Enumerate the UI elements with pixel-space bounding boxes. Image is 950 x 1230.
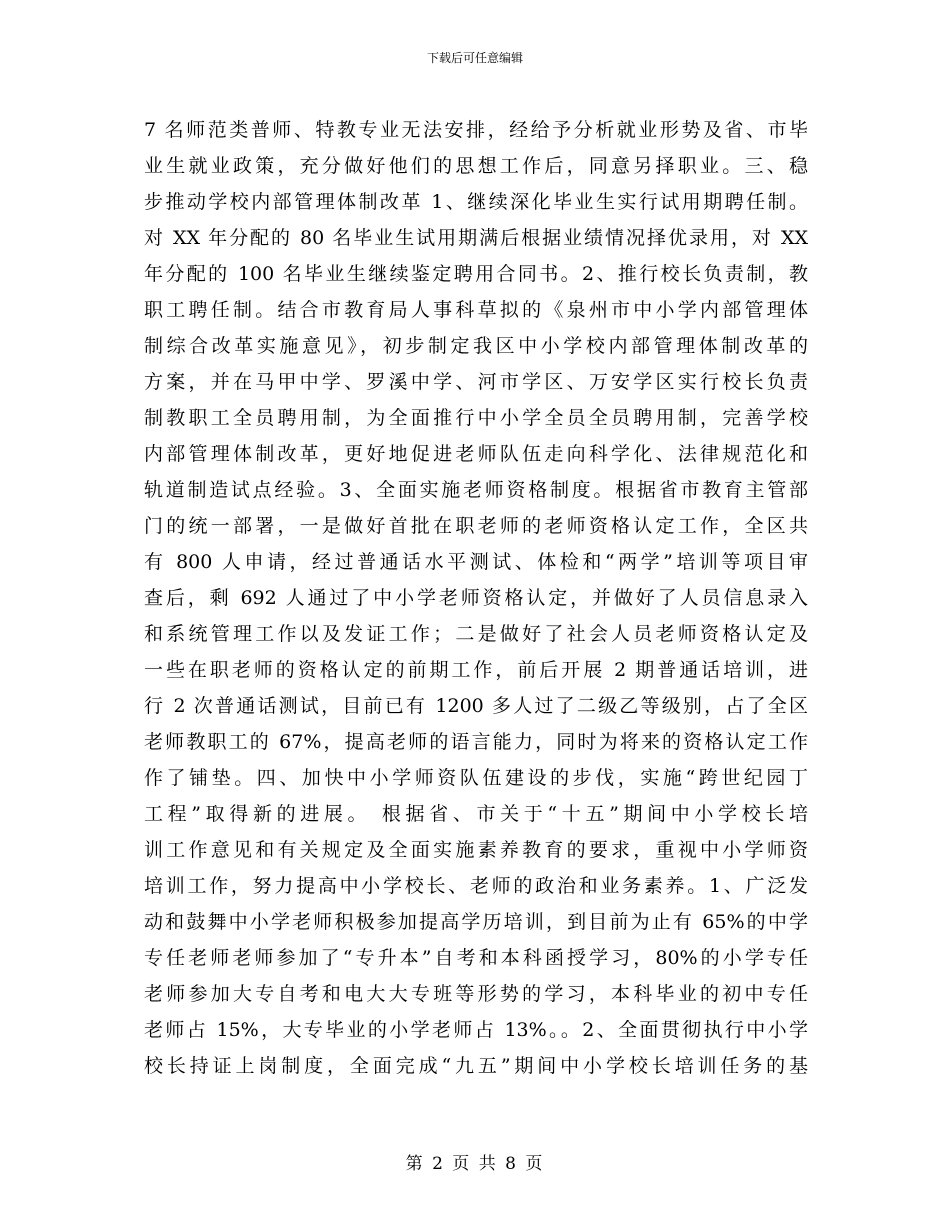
text-line: 步推动学校内部管理体制改革 1、继续深化毕业生实行试用期聘任制。 bbox=[144, 191, 808, 213]
text-line: 和系统管理工作以及发证工作；二是做好了社会人员老师资格认定及 bbox=[144, 623, 808, 645]
page-number: 第 2 页 共 8 页 bbox=[405, 1154, 545, 1174]
document-body bbox=[144, 112, 808, 1084]
text-line: 查后，剩 692 人通过了中小学老师资格认定，并做好了人员信息录入 bbox=[144, 587, 808, 609]
text-line: 行 2 次普通话测试，目前已有 1200 多人过了二级乙等级别，占了全区 bbox=[144, 695, 808, 717]
text-line: 老师教职工的 67%，提高老师的语言能力，同时为将来的资格认定工作 bbox=[144, 731, 808, 753]
text-line: 制综合改革实施意见》，初步制定我区中小学校内部管理体制改革的 bbox=[144, 335, 808, 357]
text-line: 7 名师范类普师、特教专业无法安排，经给予分析就业形势及省、市毕 bbox=[144, 119, 808, 141]
text-line: 内部管理体制改革，更好地促进老师队伍走向科学化、法律规范化和 bbox=[144, 443, 808, 465]
text-line: 动和鼓舞中小学老师积极参加提高学历培训，到目前为止有 65%的中学 bbox=[144, 911, 808, 933]
text-line: 一些在职老师的资格认定的前期工作，前后开展 2 期普通话培训，进 bbox=[144, 659, 808, 681]
text-line: 门的统一部署，一是做好首批在职老师的老师资格认定工作，全区共 bbox=[144, 515, 808, 537]
text-line: 年分配的 100 名毕业生继续鉴定聘用合同书。2、推行校长负责制，教 bbox=[144, 263, 808, 285]
text-line: 有 800 人申请，经过普通话水平测试、体检和“两学”培训等项目审 bbox=[144, 551, 808, 573]
text-line: 校长持证上岗制度，全面完成“九五”期间中小学校长培训任务的基 bbox=[144, 1055, 808, 1077]
text-line: 训工作意见和有关规定及全面实施素养教育的要求，重视中小学师资 bbox=[144, 839, 808, 861]
text-line: 专任老师老师参加了“专升本”自考和本科函授学习，80%的小学专任 bbox=[144, 947, 808, 969]
text-line: 方案，并在马甲中学、罗溪中学、河市学区、万安学区实行校长负责 bbox=[144, 371, 808, 393]
text-line: 制教职工全员聘用制，为全面推行中小学全员全员聘用制，完善学校 bbox=[144, 407, 808, 429]
text-line: 老师参加大专自考和电大大专班等形势的学习，本科毕业的初中专任 bbox=[144, 983, 808, 1005]
text-line: 培训工作，努力提高中小学校长、老师的政治和业务素养。1、广泛发 bbox=[144, 875, 808, 897]
text-line: 工程”取得新的进展。 根据省、市关于“十五”期间中小学校长培 bbox=[144, 803, 808, 825]
text-line: 对 XX 年分配的 80 名毕业生试用期满后根据业绩情况择优录用，对 XX bbox=[144, 227, 808, 249]
text-line: 作了铺垫。四、加快中小学师资队伍建设的步伐，实施“跨世纪园丁 bbox=[144, 767, 808, 789]
text-line: 职工聘任制。结合市教育局人事科草拟的《泉州市中小学内部管理体 bbox=[144, 299, 808, 321]
text-line: 轨道制造试点经验。3、全面实施老师资格制度。根据省市教育主管部 bbox=[144, 479, 808, 501]
page-header-note: 下载后可任意编辑 bbox=[426, 51, 523, 65]
text-line: 业生就业政策，充分做好他们的思想工作后，同意另择职业。三、稳 bbox=[144, 155, 808, 177]
text-line: 老师占 15%，大专毕业的小学老师占 13%。。2、全面贯彻执行中小学 bbox=[144, 1019, 808, 1041]
